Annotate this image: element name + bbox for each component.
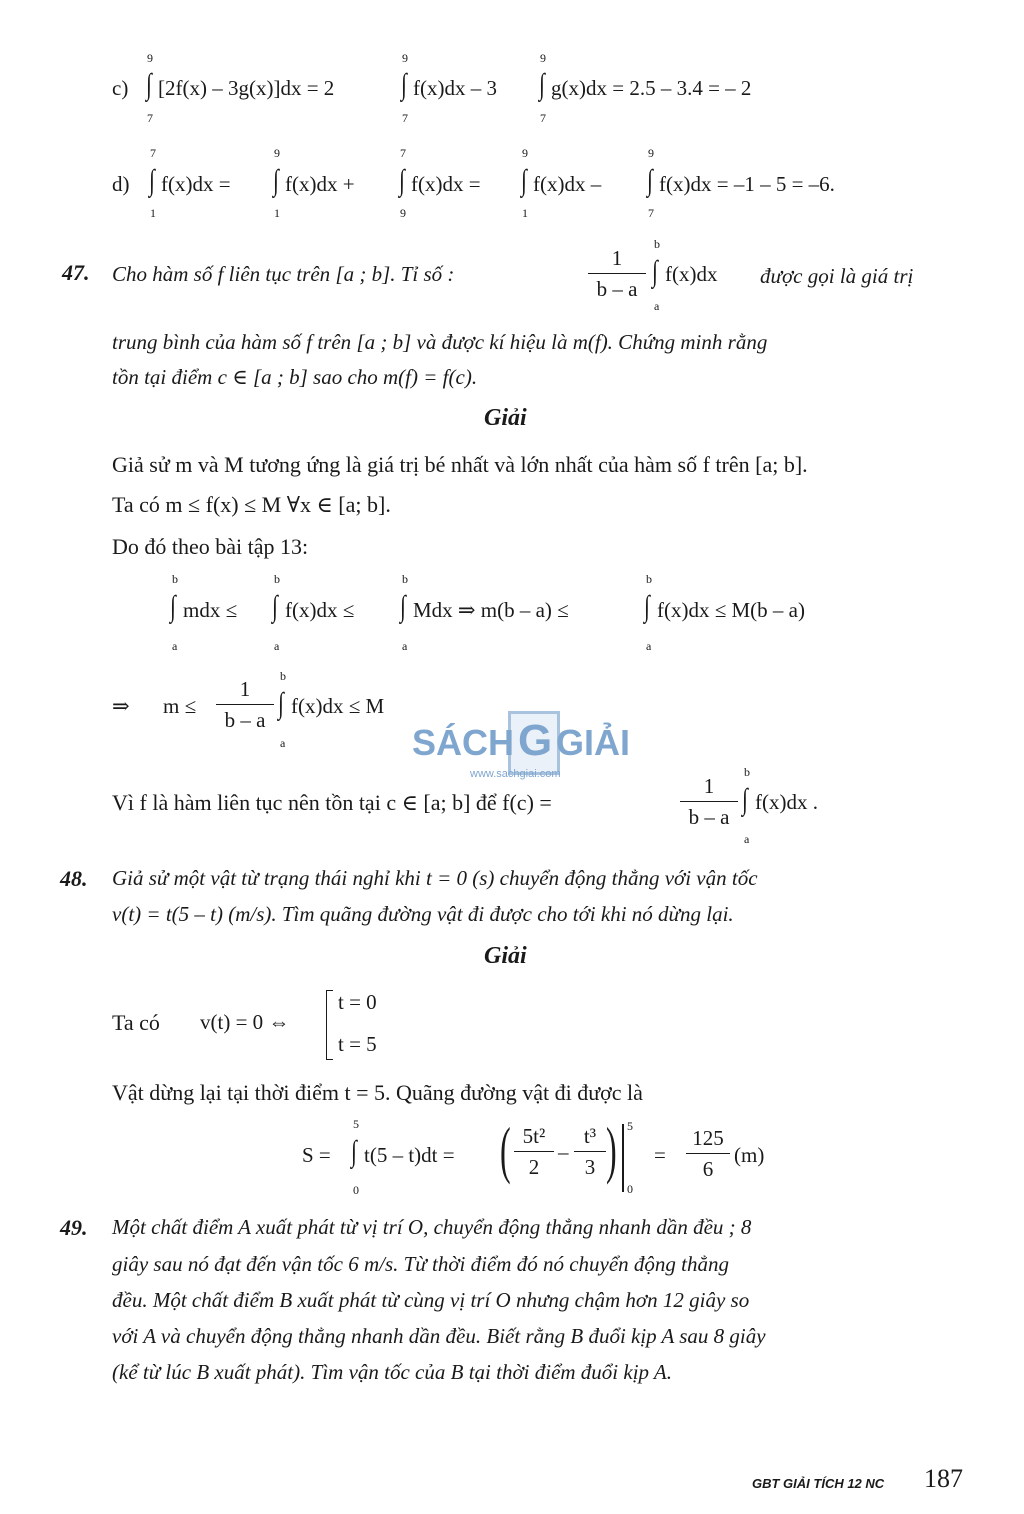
case-line: t = 0	[338, 990, 377, 1014]
integral-sign: ∫	[647, 164, 653, 197]
evaluation-bar	[622, 1124, 624, 1192]
minus-sign: –	[558, 1140, 569, 1164]
part-d-label: d)	[112, 172, 130, 196]
fraction	[680, 774, 738, 830]
limit-lower: 7	[147, 111, 153, 125]
left-paren: (	[500, 1114, 511, 1185]
solution-text: Vật dừng lại tại thời điểm t = 5. Quãng đường vật đi được là	[112, 1080, 643, 1105]
problem-number: 47.	[62, 260, 90, 285]
limit-lower: 0	[353, 1183, 359, 1197]
problem-text: với A và chuyển động thẳng nhanh dần đều. Biết rằng B đuổi kịp A sau 8 giây	[112, 1324, 766, 1348]
integral-sign: ∫	[170, 590, 176, 623]
limit-lower: 7	[540, 111, 546, 125]
fraction-numerator: 1	[680, 774, 738, 802]
equals-sign: =	[654, 1143, 666, 1167]
limit-upper: 9	[274, 146, 280, 160]
limit-upper: b	[172, 572, 178, 586]
limit-upper: b	[654, 237, 660, 251]
limit-upper: 9	[540, 51, 546, 65]
limit-lower: a	[654, 299, 660, 313]
right-paren: )	[606, 1114, 617, 1185]
solution-text: Ta có m ≤ f(x) ≤ M ∀x ∈ [a; b].	[112, 492, 391, 517]
watermark-brand: SÁCH	[412, 722, 515, 763]
page-number: 187	[924, 1464, 963, 1493]
unit: (m)	[734, 1143, 765, 1167]
problem-number: 48.	[60, 866, 88, 891]
integral-sign: ∫	[742, 783, 748, 816]
watermark-brand-2: GIẢI	[556, 722, 631, 763]
integral-sign: ∫	[272, 590, 278, 623]
integrand: f(x)dx	[665, 262, 718, 286]
integrand: f(x)dx ≤ M	[291, 694, 385, 718]
inequality-left: m ≤	[163, 694, 197, 718]
fraction	[514, 1124, 554, 1180]
integral-sign: ∫	[273, 164, 279, 197]
limit-upper: b	[744, 765, 750, 779]
limit-upper: 5	[627, 1119, 633, 1133]
limit-lower: a	[402, 639, 408, 653]
watermark-letter: G	[518, 716, 553, 765]
fraction-numerator: 5t²	[514, 1124, 554, 1152]
limit-upper: 7	[150, 146, 156, 160]
integrand: Mdx ⇒ m(b – a) ≤	[413, 598, 569, 622]
integral-sign: ∫	[521, 164, 527, 197]
fraction	[686, 1126, 730, 1182]
integral-sign: ∫	[351, 1135, 357, 1168]
integrand: f(x)dx = –1 – 5 = –6.	[659, 172, 835, 196]
case-line: t = 5	[338, 1032, 377, 1056]
implies-arrow: ⇒	[112, 694, 130, 718]
problem-text: Cho hàm số f liên tục trên [a ; b]. Tỉ số :	[112, 262, 455, 286]
limit-lower: 9	[400, 206, 406, 220]
limit-upper: 9	[147, 51, 153, 65]
limit-upper: b	[646, 572, 652, 586]
limit-upper: b	[402, 572, 408, 586]
fraction-numerator: 1	[216, 677, 274, 705]
integral-sign: ∫	[400, 590, 406, 623]
limit-lower: a	[172, 639, 178, 653]
integrand: f(x)dx ≤	[285, 598, 355, 622]
limit-lower: 1	[522, 206, 528, 220]
limit-lower: a	[646, 639, 652, 653]
problem-text: được gọi là giá trị	[760, 264, 914, 288]
limit-upper: 9	[648, 146, 654, 160]
solution-heading: Giải	[484, 405, 527, 431]
solution-text: Do đó theo bài tập 13:	[112, 534, 309, 559]
solution-text: Ta có	[112, 1010, 160, 1035]
integrand: f(x)dx +	[285, 172, 355, 196]
fraction-denominator: 2	[528, 1155, 540, 1179]
solution-text: Vì f là hàm liên tục nên tồn tại c ∈ [a; b] để f(c) =	[112, 790, 552, 815]
limit-lower: 7	[402, 111, 408, 125]
limit-upper: 5	[353, 1117, 359, 1131]
integrand: g(x)dx = 2.5 – 3.4 = – 2	[551, 76, 752, 100]
problem-text: Giả sử một vật từ trạng thái nghỉ khi t = 0 (s) chuyển động thẳng với vận tốc	[112, 866, 758, 890]
integral-sign: ∫	[539, 68, 545, 101]
fraction	[588, 246, 646, 302]
fraction	[216, 677, 274, 733]
book-title: GBT GIẢI TÍCH 12 NC	[752, 1476, 885, 1491]
fraction-denominator: 6	[702, 1157, 714, 1181]
fraction-numerator: t³	[574, 1124, 606, 1152]
case-bracket	[326, 990, 333, 1060]
integrand: f(x)dx =	[411, 172, 481, 196]
part-c-label: c)	[112, 76, 129, 100]
solution-heading: Giải	[484, 943, 527, 969]
limit-upper: b	[280, 669, 286, 683]
integral-sign: ∫	[644, 590, 650, 623]
limit-upper: b	[274, 572, 280, 586]
problem-number: 49.	[60, 1215, 88, 1240]
problem-text: Một chất điểm A xuất phát từ vị trí O, chuyển động thẳng nhanh dần đều ; 8	[112, 1215, 752, 1239]
integrand: f(x)dx ≤ M(b – a)	[657, 598, 805, 622]
fraction-denominator: b – a	[688, 805, 730, 829]
limit-lower: a	[280, 736, 286, 750]
limit-lower: 1	[274, 206, 280, 220]
integral-sign: ∫	[399, 164, 405, 197]
limit-lower: 1	[150, 206, 156, 220]
fraction-numerator: 1	[588, 246, 646, 274]
equation: S =	[302, 1143, 331, 1167]
integral-sign: ∫	[149, 164, 155, 197]
limit-lower: a	[744, 832, 750, 846]
integral-sign: ∫	[401, 68, 407, 101]
integral-sign: ∫	[278, 687, 284, 720]
solution-text: Giả sử m và M tương ứng là giá trị bé nhất và lớn nhất của hàm số f trên [a; b].	[112, 452, 808, 477]
fraction-numerator: 125	[686, 1126, 730, 1154]
limit-upper: 7	[400, 146, 406, 160]
problem-text: tồn tại điểm c ∈ [a ; b] sao cho m(f) = f(c).	[112, 365, 478, 389]
problem-text: đều. Một chất điểm B xuất phát từ cùng vị trí O nhưng chậm hơn 12 giây so	[112, 1288, 750, 1312]
integrand: [2f(x) – 3g(x)]dx = 2	[158, 76, 335, 100]
fraction-denominator: 3	[584, 1155, 596, 1179]
problem-text: v(t) = t(5 – t) (m/s). Tìm quãng đường vật đi được cho tới khi nó dừng lại.	[112, 902, 734, 926]
integral-sign: ∫	[146, 68, 152, 101]
integrand: f(x)dx .	[755, 790, 818, 814]
fraction-denominator: b – a	[224, 708, 266, 732]
fraction-denominator: b – a	[596, 277, 638, 301]
integrand: f(x)dx – 3	[413, 76, 497, 100]
limit-upper: 9	[402, 51, 408, 65]
integrand: t(5 – t)dt =	[364, 1143, 455, 1167]
integral-sign: ∫	[652, 255, 658, 288]
equation: v(t) = 0 ⇔	[200, 1010, 290, 1034]
integrand: mdx ≤	[183, 598, 238, 622]
integrand: f(x)dx –	[533, 172, 602, 196]
integrand: f(x)dx =	[161, 172, 231, 196]
problem-text: giây sau nó đạt đến vận tốc 6 m/s. Từ thời điểm đó nó chuyển động thẳng	[112, 1252, 730, 1276]
watermark-url: www.sachgiai.com	[470, 768, 561, 780]
fraction	[574, 1124, 606, 1180]
problem-text: (kể từ lúc B xuất phát). Tìm vận tốc của B tại thời điểm đuổi kịp A.	[112, 1360, 672, 1384]
limit-lower: a	[274, 639, 280, 653]
limit-lower: 7	[648, 206, 654, 220]
problem-text: trung bình của hàm số f trên [a ; b] và được kí hiệu là m(f). Chứng minh rằng	[112, 330, 768, 354]
limit-lower: 0	[627, 1182, 633, 1196]
limit-upper: 9	[522, 146, 528, 160]
